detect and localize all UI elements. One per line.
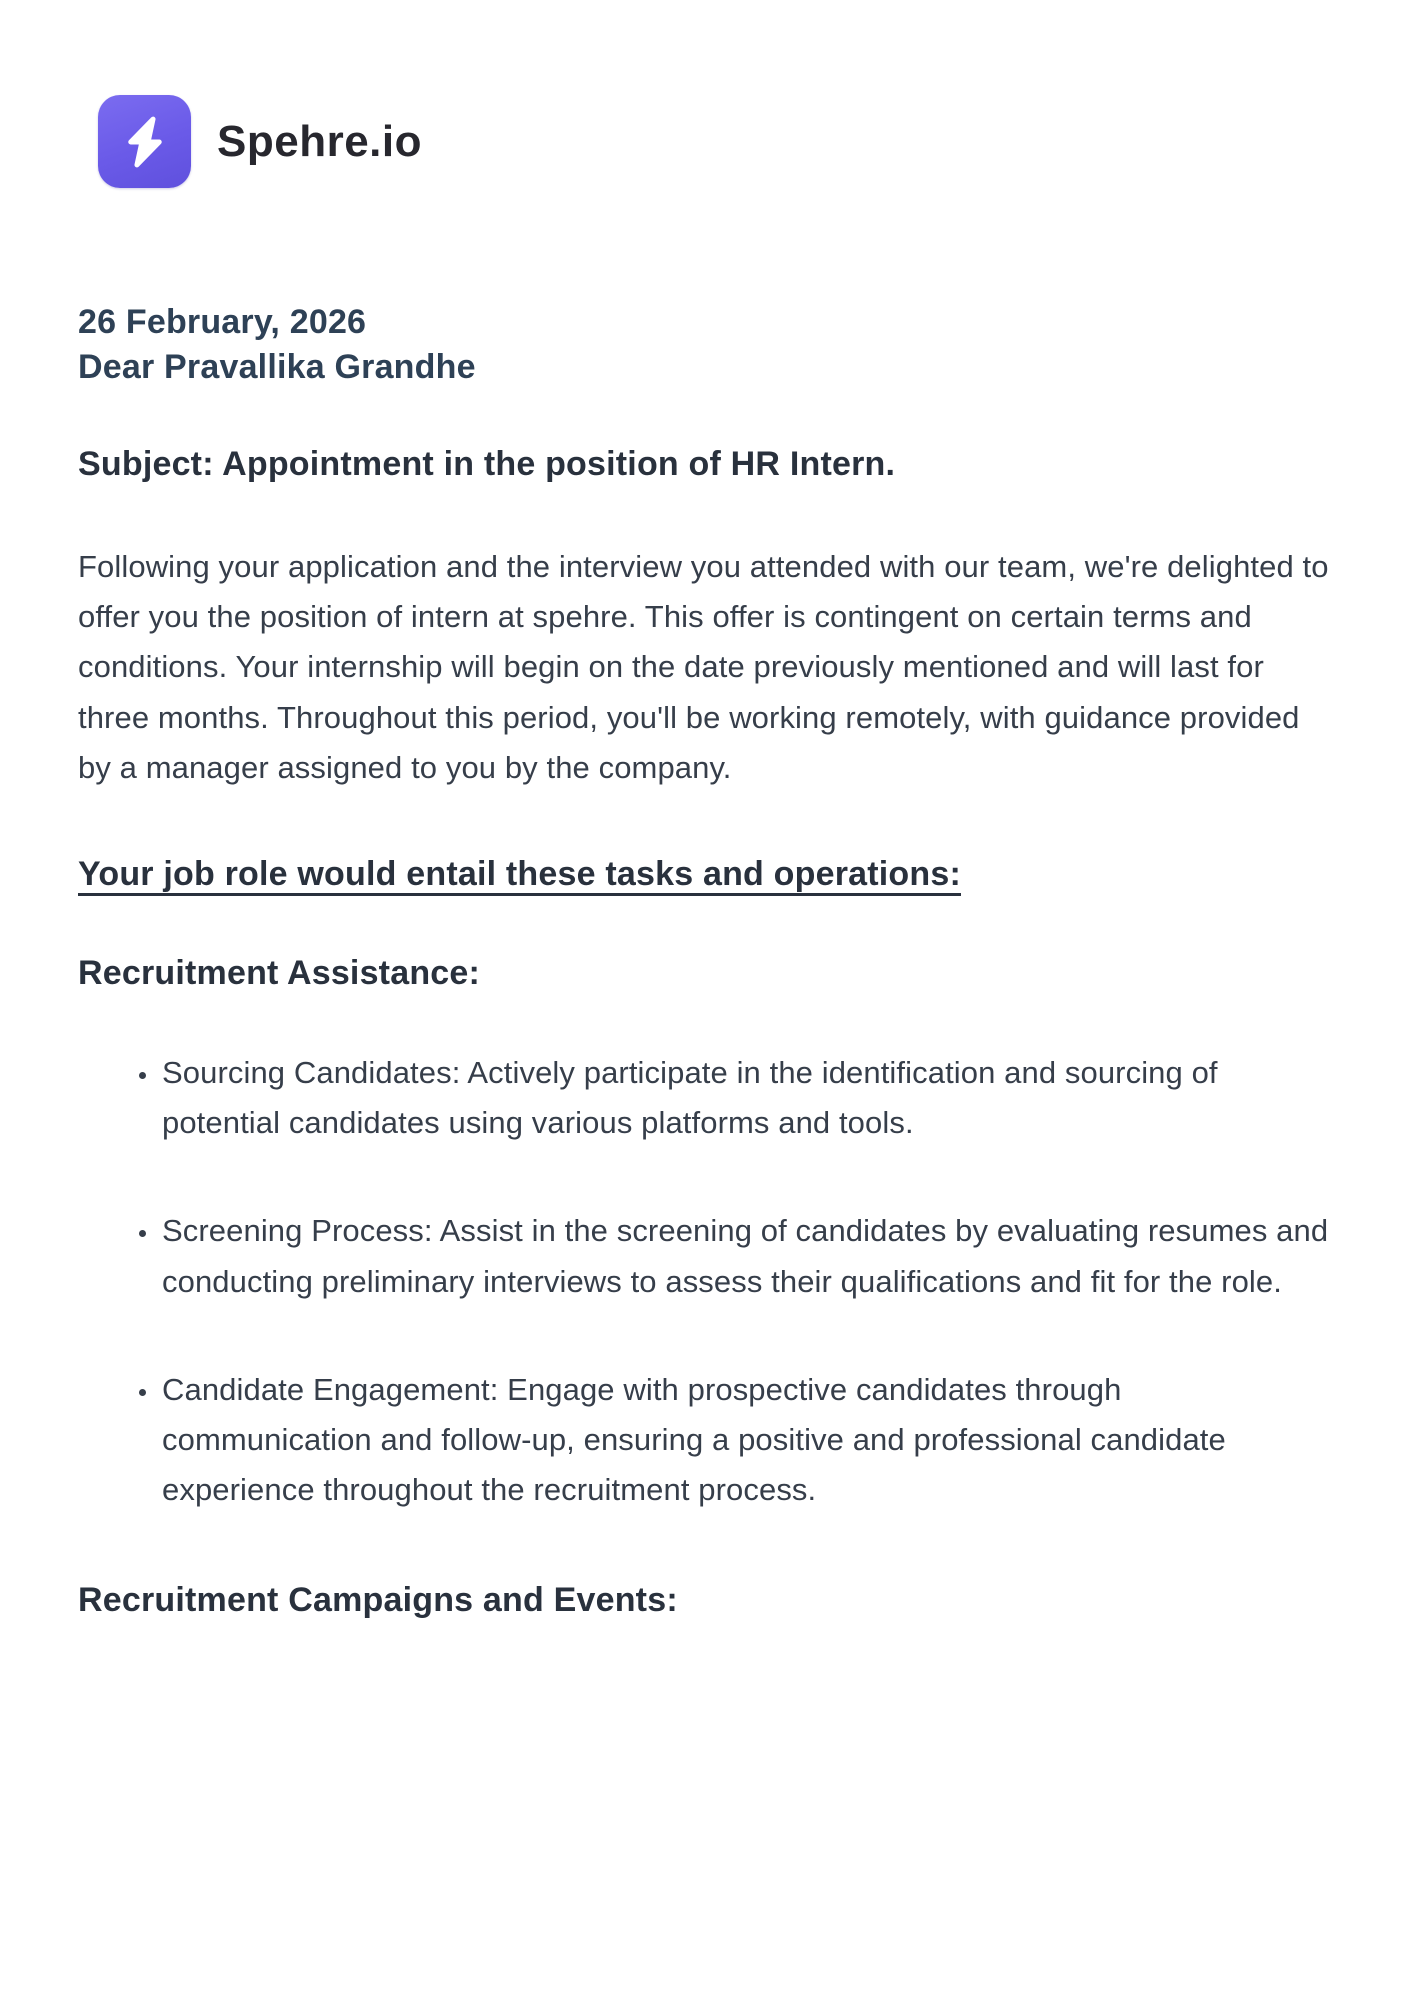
- brand-logo: [98, 95, 191, 188]
- letter-head: [78, 300, 1336, 390]
- list-item: • Sourcing Candidates: Actively participate in the identification and sourcing of potential candidates using various platforms and tools.: [160, 1048, 1336, 1148]
- letter-subject: Subject: Appointment in the position of HR Intern.: [78, 444, 896, 483]
- bolt-s-icon: [114, 111, 176, 173]
- brand-wordmark: Spehre.io: [217, 116, 422, 166]
- section-title-recruitment-assistance: Recruitment Assistance:: [78, 954, 481, 993]
- letter-salutation: Dear Pravallika Grandhe: [78, 347, 476, 386]
- section-title-recruitment-campaigns: Recruitment Campaigns and Events:: [78, 1580, 678, 1619]
- list-item: • Candidate Engagement: Engage with prospective candidates through communication and follow-up, ensuring a positive and professional candidate experience throughout the recruitment process.: [160, 1365, 1336, 1516]
- intro-paragraph: Following your application and the interview you attended with our team, we're delighted to offer you the position of intern at spehre. This offer is contingent on certain terms and conditions. Your internship will begin on the date previously mentioned and will last for three months. Throughout this period, you'll be working remotely, with guidance provided by a manager assigned to you by the company.: [78, 548, 1329, 785]
- list-item: • Screening Process: Assist in the screening of candidates by evaluating resumes and conducting preliminary interviews to assess their qualifications and fit for the role.: [160, 1206, 1336, 1306]
- role-heading: Your job role would entail these tasks and operations:: [78, 855, 961, 894]
- task-list: [78, 1048, 1336, 1516]
- letter-date: 26 February, 2026: [78, 303, 367, 341]
- brand-header: [98, 95, 1336, 188]
